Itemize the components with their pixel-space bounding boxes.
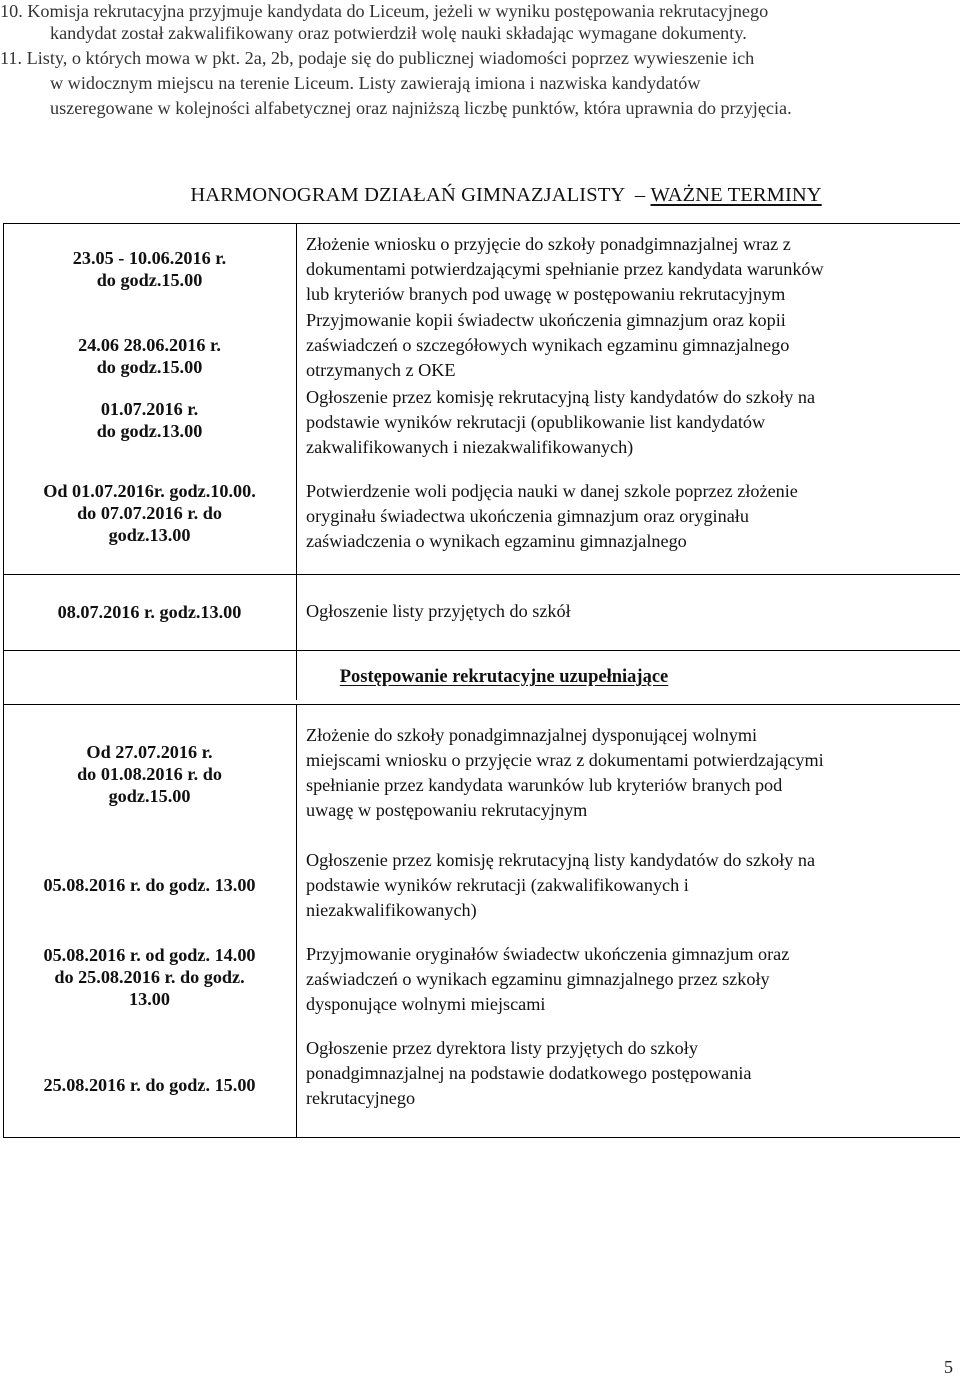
date-line: 05.08.2016 r. do godz. 13.00 (43, 875, 256, 895)
description-line: Ogłoszenie przez dyrektora listy przyjętych do szkoły (306, 1038, 698, 1058)
date-line: 05.08.2016 r. od godz. 14.00 (43, 945, 256, 965)
description-line: miejscami wniosku o przyjęcie wraz z dokumentami potwierdzającymi (306, 750, 824, 770)
description-line: zakwalifikowanych i niezakwalifikowanych) (306, 437, 634, 457)
description-line: niezakwalifikowanych) (306, 900, 477, 920)
table-row-description (306, 848, 815, 923)
description-line: uwagę w postępowaniu rekrutacyjnym (306, 800, 588, 820)
date-line: do godz.13.00 (96, 421, 203, 441)
description-line: dysponujące wolnymi miejscami (306, 994, 546, 1014)
intro-line: uszeregowane w kolejności alfabetycznej oraz najniższą liczbę punktów, która uprawnia do przyjęcia. (50, 98, 792, 118)
table-row-description (306, 385, 815, 460)
date-line: 25.08.2016 r. do godz. 15.00 (43, 1075, 256, 1095)
table-row-description (306, 1036, 751, 1111)
date-line: 23.05 - 10.06.2016 r. (72, 248, 227, 268)
date-line: 13.00 (129, 989, 170, 1009)
table-row-date (3, 1074, 296, 1096)
table-row-date (3, 398, 296, 442)
date-line: 08.07.2016 r. godz.13.00 (57, 602, 242, 622)
page-number: 5 (944, 1357, 953, 1377)
description-line: ponadgimnazjalnej na podstawie dodatkowego postępowania (306, 1063, 752, 1083)
table-row-date (3, 601, 296, 623)
description-line: Ogłoszenie przez komisję rekrutacyjną listy kandydatów do szkoły na (306, 850, 816, 870)
intro-line: 10. Komisja rekrutacyjna przyjmuje kandydata do Liceum, jeżeli w wyniku postępowania rekrutacyjnego (0, 1, 769, 21)
table-border-left (3, 223, 4, 700)
description-line: rekrutacyjnego (306, 1088, 416, 1108)
table-row-description (306, 599, 571, 624)
table-row-date (3, 944, 296, 1010)
table-column-divider (296, 223, 297, 700)
table-row-date (3, 334, 296, 378)
description-line: otrzymanych z OKE (306, 360, 456, 380)
table-row-description (306, 232, 824, 307)
date-line: Od 27.07.2016 r. (86, 742, 213, 762)
date-line: do godz.15.00 (96, 357, 203, 377)
date-line: do 25.08.2016 r. do godz. (54, 967, 245, 987)
table-row-description (306, 479, 798, 554)
description-line: Przyjmowanie oryginałów świadectw ukończenia gimnazjum oraz (306, 944, 790, 964)
description-line: podstawie wyników rekrutacji (opublikowanie list kandydatów (306, 412, 766, 432)
date-line: do godz.15.00 (96, 270, 203, 290)
description-line: zaświadczeń o szczegółowych wynikach egzaminu gimnazjalnego (306, 335, 790, 355)
table-row-date (3, 874, 296, 896)
date-line: godz.13.00 (108, 525, 191, 545)
description-line: Złożenie do szkoły ponadgimnazjalnej dysponującej wolnymi (306, 725, 758, 745)
schedule-heading-important: WAŻNE TERMINY (650, 184, 822, 206)
table-row-description (306, 723, 824, 823)
table-border-top (3, 704, 960, 705)
schedule-heading: HARMONOGRAM DZIAŁAŃ GIMNAZJALISTY – WAŻNE TERMINY (190, 184, 822, 206)
description-line: Złożenie wniosku o przyjęcie do szkoły ponadgimnazjalnej wraz z (306, 234, 791, 254)
schedule-heading-main: HARMONOGRAM DZIAŁAŃ GIMNAZJALISTY (190, 184, 625, 206)
table-row-date (3, 480, 296, 546)
table-row-date (3, 741, 296, 807)
description-line: dokumentami potwierdzającymi spełnianie przez kandydata warunków (306, 259, 824, 279)
description-line: podstawie wyników rekrutacji (zakwalifikowanych i (306, 875, 689, 895)
description-line: Ogłoszenie przez komisję rekrutacyjną listy kandydatów do szkoły na (306, 387, 816, 407)
description-line: spełnianie przez kandydata warunków lub kryteriów branych pod (306, 775, 783, 795)
description-line: Potwierdzenie woli podjęcia nauki w danej szkole poprzez złożenie (306, 481, 798, 501)
intro-line: kandydat został zakwalifikowany oraz potwierdził wolę nauki składając wymagane dokumenty. (50, 23, 747, 43)
description-line: oryginału świadectwa ukończenia gimnazjum oraz oryginału (306, 506, 749, 526)
table-row-description (306, 942, 789, 1017)
table-row-description (306, 308, 789, 383)
date-line: do 01.08.2016 r. do (77, 764, 222, 784)
table-column-divider (296, 704, 297, 1138)
table-border-top (3, 223, 960, 224)
date-line: godz.15.00 (108, 786, 191, 806)
table-row-divider (3, 574, 960, 575)
date-line: Od 01.07.2016r. godz.10.00. (43, 481, 256, 501)
table-row-divider (3, 650, 960, 651)
intro-line: 11. Listy, o których mowa w pkt. 2a, 2b, podaje się do publicznej wiadomości poprzez wywieszenie ich (0, 48, 755, 68)
date-line: do 07.07.2016 r. do (77, 503, 222, 523)
description-line: Ogłoszenie listy przyjętych do szkół (306, 601, 571, 621)
description-line: lub kryteriów branych pod uwagę w postępowaniu rekrutacyjnym (306, 284, 786, 304)
description-line: zaświadczenia o wynikach egzaminu gimnazjalnego (306, 531, 687, 551)
intro-line: w widocznym miejscu na terenie Liceum. Listy zawierają imiona i nazwiska kandydatów (50, 73, 701, 93)
description-line: zaświadczeń o wynikach egzaminu gimnazjalnego przez szkoły (306, 969, 770, 989)
description-line: Przyjmowanie kopii świadectw ukończenia gimnazjum oraz kopii (306, 310, 786, 330)
supplementary-section-title: Postępowanie rekrutacyjne uzupełniające (339, 667, 669, 687)
date-line: 24.06 28.06.2016 r. (78, 335, 221, 355)
table-row-date (3, 247, 296, 291)
table-border-bottom (3, 1137, 960, 1138)
date-line: 01.07.2016 r. (100, 399, 199, 419)
